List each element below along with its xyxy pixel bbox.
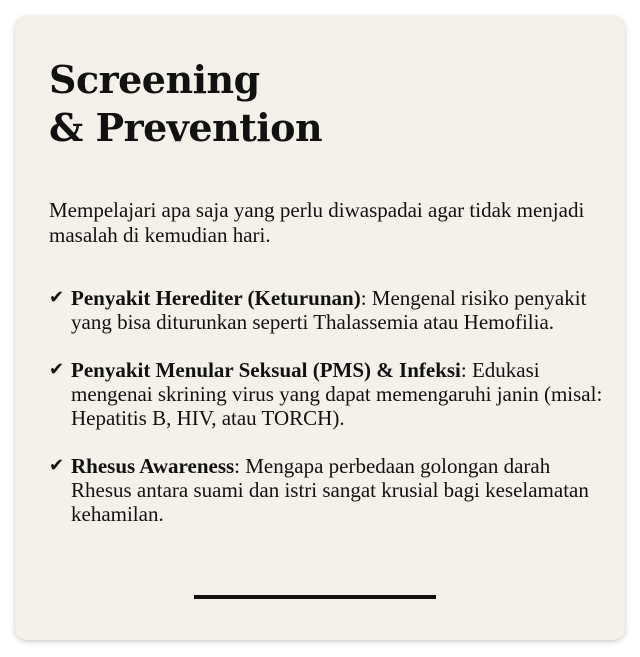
item-description: : Mengenal risiko penyakit yang bisa diturunkan seperti Thalassemia atau Hemofilia. bbox=[71, 286, 587, 334]
section-divider bbox=[194, 595, 436, 599]
checkmark-icon: ✔ bbox=[49, 359, 65, 380]
title-line-1: Screening bbox=[49, 57, 260, 102]
item-description: : Mengapa perbedaan golongan darah Rhesus antara suami dan istri sangat krusial bagi keselamatan kehamilan. bbox=[71, 454, 589, 526]
content-card bbox=[15, 16, 625, 640]
title-line-2: & Prevention bbox=[49, 105, 323, 150]
page-title bbox=[49, 56, 322, 152]
list-item bbox=[49, 286, 609, 334]
item-description: : Edukasi mengenai skrining virus yang dapat memengaruhi janin (misal: Hepatitis B, HIV, atau TORCH). bbox=[71, 358, 603, 430]
intro-text: Mempelajari apa saja yang perlu diwaspadai agar tidak menjadi masalah di kemudian hari. bbox=[49, 198, 585, 247]
checkmark-icon: ✔ bbox=[49, 455, 65, 476]
list-item bbox=[49, 454, 609, 526]
item-term: Rhesus Awareness bbox=[71, 454, 235, 478]
item-term: Penyakit Herediter (Keturunan) bbox=[71, 286, 361, 310]
checklist bbox=[49, 286, 609, 550]
item-term: Penyakit Menular Seksual (PMS) & Infeksi bbox=[71, 358, 461, 382]
list-item bbox=[49, 358, 609, 430]
checkmark-icon: ✔ bbox=[49, 287, 65, 308]
